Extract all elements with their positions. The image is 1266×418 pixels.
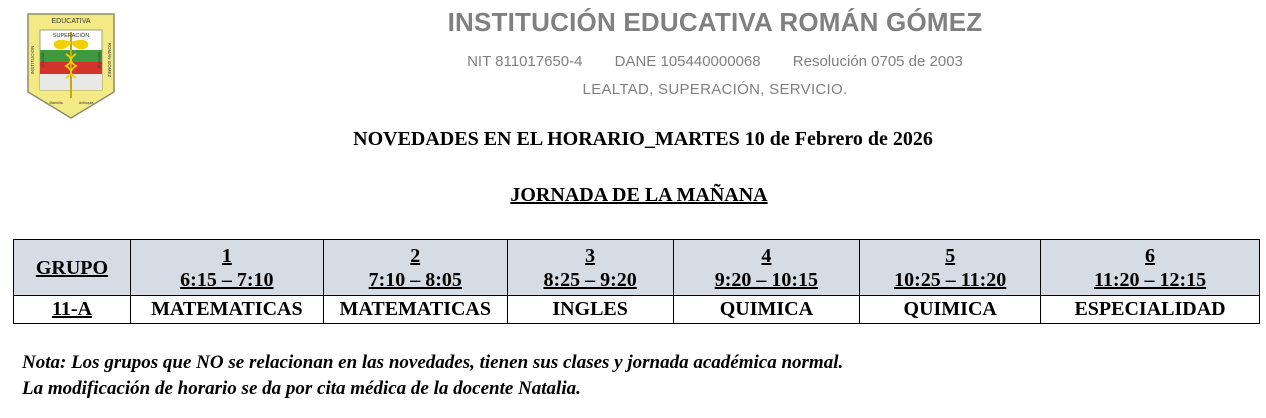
logo-text-left: LEALTAD (41, 52, 45, 68)
institution-ids (440, 53, 990, 70)
group-header-cell (14, 240, 131, 296)
logo-text-ribbon: SUPERACIÓN (52, 33, 90, 39)
class-cell: MATEMATICAS (323, 296, 507, 324)
period-number: 6 (1145, 244, 1156, 267)
class-cell: INGLES (507, 296, 673, 324)
class-cell: QUIMICA (673, 296, 860, 324)
period-time: 6:15 – 7:10 (180, 268, 274, 291)
class-cell: ESPECIALIDAD (1041, 296, 1260, 324)
logo-text-top: EDUCATIVA (51, 18, 91, 25)
note-line: Nota: Los grupos que NO se relacionan en las novedades, tienen sus clases y jornada académica normal. (22, 352, 844, 373)
period-header-cell (673, 240, 860, 296)
period-header-cell (1041, 240, 1260, 296)
class-cell: QUIMICA (860, 296, 1041, 324)
dane-code: DANE 105440000068 (614, 53, 761, 70)
schedule-header-row (14, 240, 1260, 296)
period-number: 5 (945, 244, 956, 267)
period-time: 9:20 – 10:15 (714, 268, 819, 291)
period-time: 7:10 – 8:05 (368, 268, 462, 291)
class-cell: MATEMATICAS (130, 296, 323, 324)
period-header-cell (130, 240, 323, 296)
group-label: 11-A (51, 298, 92, 320)
document-title: NOVEDADES EN EL HORARIO_MARTES 10 de Febrero de 2026 (353, 128, 933, 150)
group-header-label: GRUPO (35, 256, 109, 279)
nit-number: NIT 811017650-4 (467, 53, 583, 70)
section-title: JORNADA DE LA MAÑANA (510, 184, 768, 206)
period-time: 8:25 – 9:20 (543, 268, 637, 291)
logo-text-side-right: ROMÁN GÓMEZ (107, 42, 112, 78)
logo-text-right: SERVICIO (97, 51, 101, 69)
institution-motto: LEALTAD, SUPERACIÓN, SERVICIO. (582, 81, 848, 98)
logo-text-bottom-right: Antioquia (78, 101, 94, 105)
note-line: La modificación de horario se da por cita médica de la docente Natalia. (22, 378, 581, 399)
period-time: 10:25 – 11:20 (894, 268, 1007, 291)
group-cell (14, 296, 131, 324)
resolution-number: Resolución 0705 de 2003 (792, 53, 963, 70)
period-number: 1 (221, 244, 232, 267)
period-header-cell (860, 240, 1041, 296)
period-header-cell (507, 240, 673, 296)
period-number: 4 (761, 244, 772, 267)
institution-name: INSTITUCIÓN EDUCATIVA ROMÁN GÓMEZ (447, 7, 983, 37)
period-header-cell (323, 240, 507, 296)
logo-text-side-left: INSTITUCIÓN (30, 45, 35, 75)
period-number: 2 (410, 244, 421, 267)
period-number: 3 (585, 244, 596, 267)
schedule-table (13, 239, 1260, 324)
logo-text-bottom-left: Marinilla (49, 101, 63, 105)
period-time: 11:20 – 12:15 (1093, 268, 1207, 291)
notes-block (22, 350, 843, 402)
school-shield-logo (26, 12, 116, 120)
table-row (14, 296, 1260, 324)
